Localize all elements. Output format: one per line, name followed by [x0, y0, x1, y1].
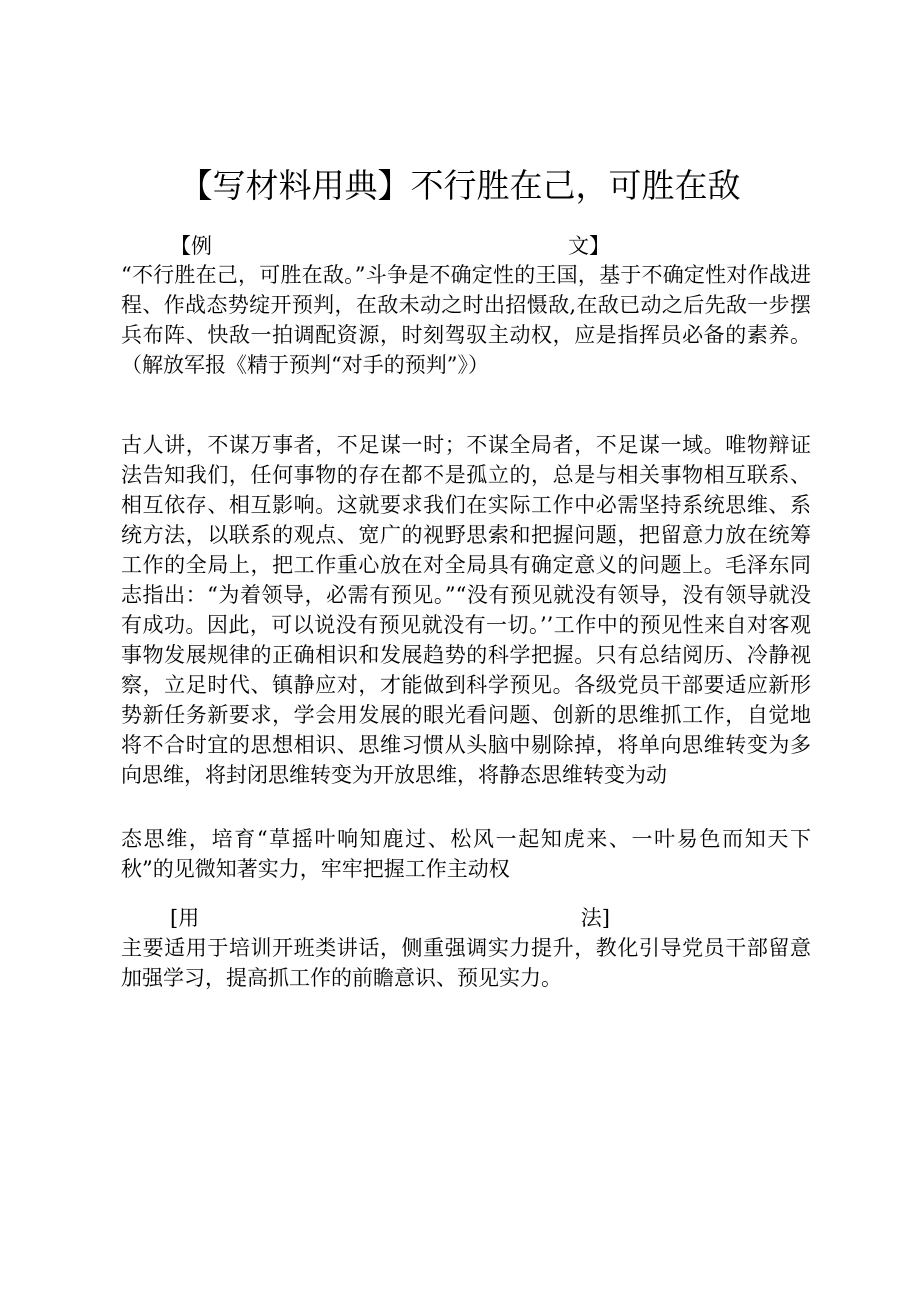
document-title: 【写材料用典】不行胜在己，可胜在敌: [179, 166, 741, 205]
usage-heading: [170, 903, 610, 933]
example-heading-right: 文】: [568, 234, 610, 258]
usage-heading-right: 法]: [580, 906, 610, 930]
body-paragraph-two: 态思维，培育“草摇叶响知鹿过、松风一起知虎来、一叶易色而知天下秋”的见微知著实力，牢牢把握工作主动权: [121, 827, 811, 881]
usage-heading-left: [用: [170, 906, 200, 930]
example-heading: [170, 231, 610, 261]
example-paragraph: “不行胜在己，可胜在敌。”斗争是不确定性的王国，基于不确定性对作战进程、作战态势绽开预判，在敌未动之时出招慑敌,在敌已动之后先敌一步摆兵布阵、快敌一拍调配资源，时刻驾驭主动权，应是指挥员必备的素养。（解放军报《精于预判“对手的预判”》）: [121, 263, 811, 377]
example-heading-left: 【例: [170, 234, 212, 258]
body-paragraph-one: 古人讲，不谋万事者，不足谋一时；不谋全局者，不足谋一域。唯物辩证法告知我们，任何事物的存在都不是孤立的，总是与相关事物相互联系、相互依存、相互影响。这就要求我们在实际工作中必需坚持系统思维、系统方法，以联系的观点、宽广的视野思索和把握问题，把留意力放在统筹工作的全局上，把工作重心放在对全局具有确定意义的问题上。毛泽东同志指出：“为着领导，必需有预见。”“没有预见就没有领导，没有领导就没有成功。因此，可以说没有预见就没有一切。’’工作中的预见性来自对客观事物发展规律的正确相识和发展趋势的科学把握。只有总结阅历、冷静视察，立足时代、镇静应对，才能做到科学预见。各级党员干部要适应新形势新任务新要求，学会用发展的眼光看问题、创新的思维抓工作，自觉地将不合时宜的思想相识、思维习惯从头脑中剔除掉，将单向思维转变为多向思维，将封闭思维转变为开放思维，将静态思维转变为动: [121, 433, 811, 787]
usage-paragraph: 主要适用于培训开班类讲话，侧重强调实力提升，教化引导党员干部留意加强学习，提高抓工作的前瞻意识、预见实力。: [121, 936, 811, 990]
